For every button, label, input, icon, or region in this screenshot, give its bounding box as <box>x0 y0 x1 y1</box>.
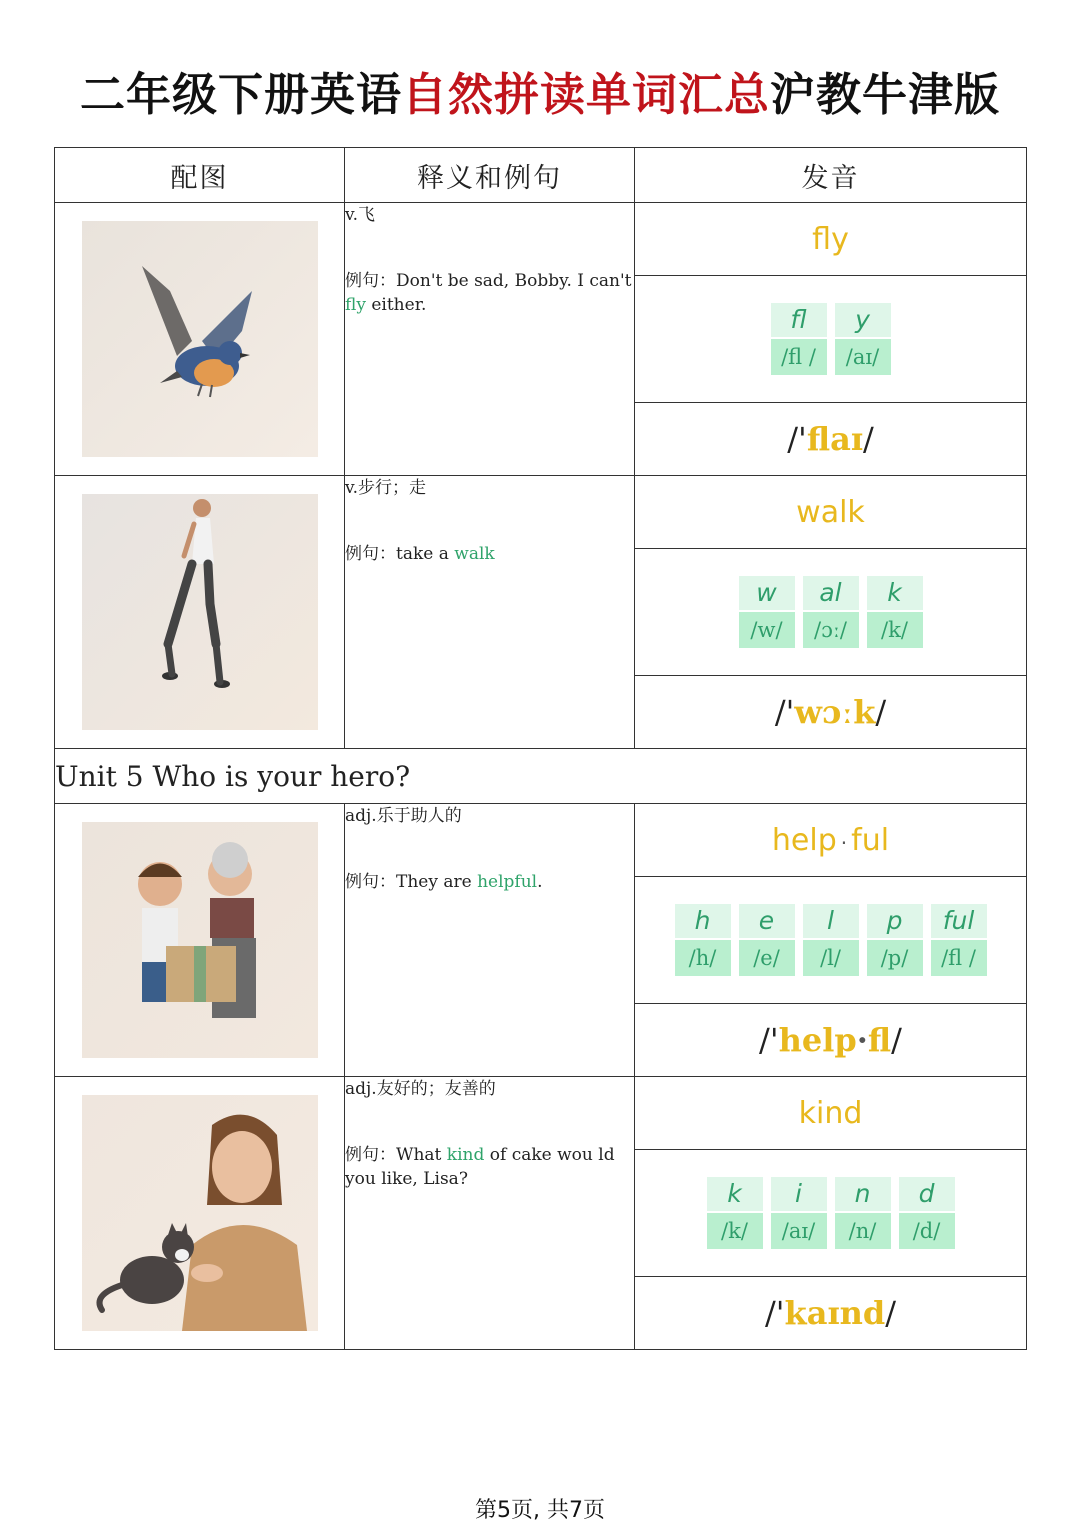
ipa-open: /' <box>787 420 807 458</box>
ipa-cell <box>635 403 1027 476</box>
word-cell <box>635 476 1027 549</box>
phonics-tile <box>931 904 987 976</box>
tile-grapheme: k <box>707 1177 763 1211</box>
woman-feeding-cat-illustration <box>82 1095 318 1331</box>
ipa-bold-2: k <box>853 693 876 731</box>
phonics-tile <box>803 904 859 976</box>
example-prefix: 例句： <box>345 271 396 291</box>
meaning-cell <box>345 476 635 749</box>
example-highlight: fly <box>345 295 366 315</box>
title-part-1: 二年级下册英语 <box>79 68 402 121</box>
ipa-cell <box>635 676 1027 749</box>
header-pronunciation: 发音 <box>635 148 1027 203</box>
picture-cell <box>55 203 345 476</box>
phonics-split-cell <box>635 1150 1027 1277</box>
example-highlight: kind <box>446 1145 485 1165</box>
phonics-table <box>54 147 1027 1350</box>
meaning-cell <box>345 203 635 476</box>
definition: adj.乐于助人的 <box>345 806 462 826</box>
meaning-cell <box>345 1077 635 1350</box>
phonics-tile <box>835 1177 891 1249</box>
word-part: fly <box>812 221 849 257</box>
word-cell <box>635 804 1027 877</box>
word-part: ful <box>851 822 890 858</box>
ipa-bold-2: fl <box>867 1021 892 1059</box>
bird-illustration <box>82 221 318 457</box>
phonics-tile <box>835 303 891 375</box>
page-footer: 第5页, 共7页 <box>475 1498 605 1523</box>
ipa-close: / <box>875 693 887 731</box>
word-part: walk <box>796 494 865 530</box>
example-after: of cake wou ld you like, Lisa? <box>345 1145 615 1189</box>
tile-phoneme: /fl / <box>771 339 827 375</box>
example-before: They are <box>396 872 478 892</box>
word-cell <box>635 1077 1027 1150</box>
example-sentence <box>345 544 495 564</box>
tile-phoneme: /w/ <box>739 612 795 648</box>
picture-cell <box>55 804 345 1077</box>
tile-phoneme: /k/ <box>707 1213 763 1249</box>
tile-phoneme: /l/ <box>803 940 859 976</box>
ipa-close: / <box>862 420 874 458</box>
example-before: What <box>396 1145 447 1165</box>
tile-phoneme: /aɪ/ <box>835 339 891 375</box>
tile-grapheme: ful <box>931 904 987 938</box>
phonics-tile <box>707 1177 763 1249</box>
meaning-cell <box>345 804 635 1077</box>
ipa-cell <box>635 1277 1027 1350</box>
ipa-mid: · <box>856 1021 868 1059</box>
unit-heading: Unit 5 Who is your hero? <box>55 749 1027 804</box>
tile-grapheme: w <box>739 576 795 610</box>
tile-phoneme: /d/ <box>899 1213 955 1249</box>
example-before: Don't be sad, Bobby. I can't <box>396 271 632 291</box>
tile-grapheme: l <box>803 904 859 938</box>
tile-grapheme: d <box>899 1177 955 1211</box>
example-prefix: 例句： <box>345 872 396 892</box>
example-before: take a <box>396 544 455 564</box>
phonics-tile <box>675 904 731 976</box>
ipa-bold: wɔː <box>794 693 854 731</box>
ipa-open: /' <box>759 1021 779 1059</box>
phonics-tile <box>867 576 923 648</box>
tile-grapheme: h <box>675 904 731 938</box>
tile-phoneme: /e/ <box>739 940 795 976</box>
page-title <box>0 58 1080 123</box>
example-sentence <box>345 271 632 315</box>
ipa-bold: help <box>778 1021 857 1059</box>
header-picture: 配图 <box>55 148 345 203</box>
tile-grapheme: k <box>867 576 923 610</box>
tile-grapheme: n <box>835 1177 891 1211</box>
phonics-tile <box>867 904 923 976</box>
tile-grapheme: al <box>803 576 859 610</box>
tile-phoneme: /h/ <box>675 940 731 976</box>
example-prefix: 例句： <box>345 1145 396 1165</box>
example-prefix: 例句： <box>345 544 396 564</box>
definition: v.步行；走 <box>345 478 426 498</box>
walking-man-illustration <box>82 494 318 730</box>
tile-grapheme: e <box>739 904 795 938</box>
tile-phoneme: /k/ <box>867 612 923 648</box>
tile-grapheme: p <box>867 904 923 938</box>
boy-helping-grandma-illustration <box>82 822 318 1058</box>
example-highlight: walk <box>454 544 495 564</box>
phonics-tile <box>771 303 827 375</box>
tile-phoneme: /ɔː/ <box>803 612 859 648</box>
ipa-bold: kaɪnd <box>784 1294 886 1332</box>
word-cell <box>635 203 1027 276</box>
picture-cell <box>55 476 345 749</box>
tile-grapheme: i <box>771 1177 827 1211</box>
example-sentence <box>345 872 543 892</box>
tile-phoneme: /n/ <box>835 1213 891 1249</box>
tile-grapheme: y <box>835 303 891 337</box>
tile-phoneme: /fl / <box>931 940 987 976</box>
ipa-open: /' <box>764 1294 785 1332</box>
ipa-cell <box>635 1004 1027 1077</box>
phonics-split-cell <box>635 276 1027 403</box>
syllable-dot: · <box>840 830 848 855</box>
example-sentence <box>345 1145 615 1189</box>
definition: adj.友好的；友善的 <box>345 1079 496 1099</box>
example-after: either. <box>365 295 427 315</box>
phonics-tile <box>739 576 795 648</box>
title-part-2: 自然拼读单词汇总 <box>401 68 770 121</box>
tile-phoneme: /p/ <box>867 940 923 976</box>
word-part: help <box>771 822 837 858</box>
ipa-close: / <box>885 1294 897 1332</box>
example-highlight: helpful <box>477 872 538 892</box>
ipa-bold: flaɪ <box>806 420 863 458</box>
picture-cell <box>55 1077 345 1350</box>
phonics-split-cell <box>635 549 1027 676</box>
ipa-close: / <box>891 1021 902 1059</box>
example-after: . <box>537 872 543 892</box>
word-part: kind <box>798 1095 863 1131</box>
title-part-3: 沪教牛津版 <box>770 68 1001 121</box>
phonics-tile <box>899 1177 955 1249</box>
phonics-tile <box>739 904 795 976</box>
tile-phoneme: /aɪ/ <box>771 1213 827 1249</box>
phonics-tile <box>771 1177 827 1249</box>
phonics-tile <box>803 576 859 648</box>
header-meaning: 释义和例句 <box>345 148 635 203</box>
phonics-split-cell <box>635 877 1027 1004</box>
tile-grapheme: fl <box>771 303 827 337</box>
definition: v.飞 <box>345 205 375 225</box>
ipa-open: /' <box>774 693 795 731</box>
